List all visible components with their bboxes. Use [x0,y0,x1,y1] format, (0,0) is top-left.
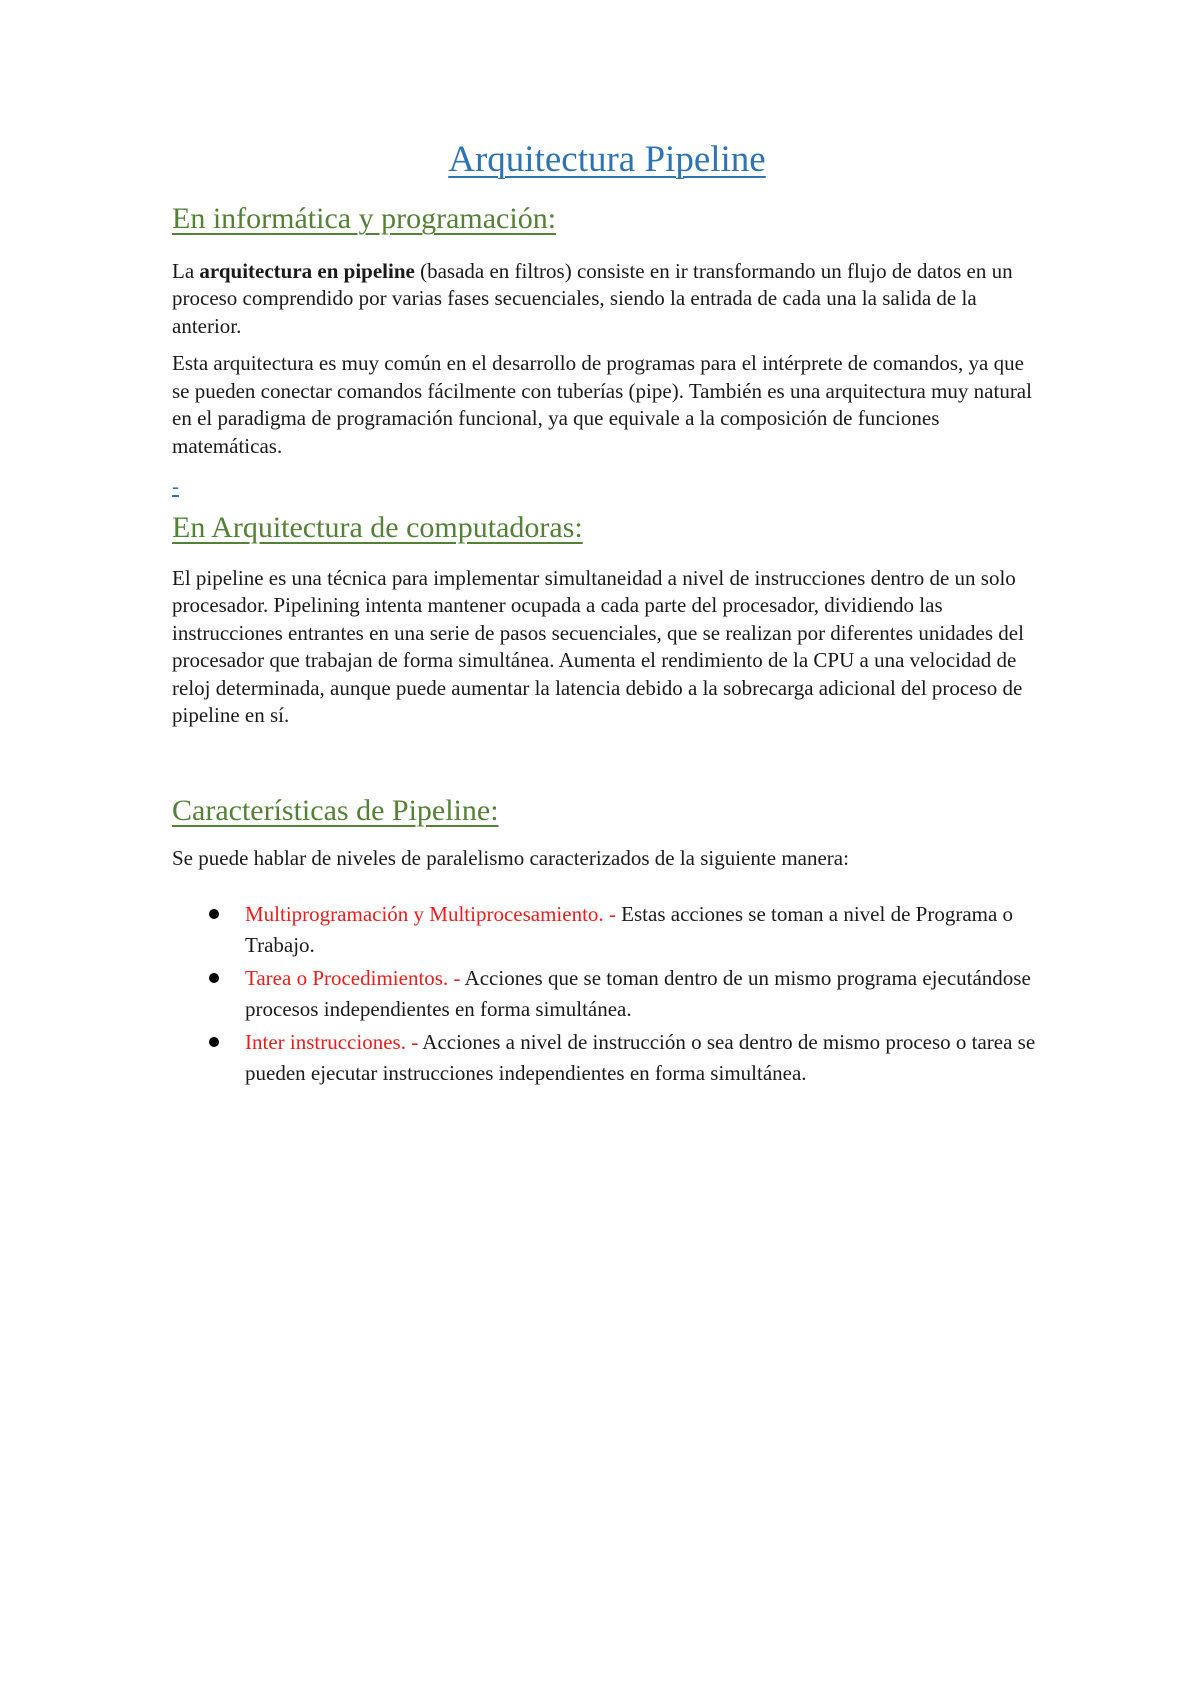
list-item [172,963,1042,1025]
bullet-icon [209,1037,219,1047]
section-heading-informatica: En informática y programación: [172,202,557,236]
document-body [172,138,1042,1091]
section-heading-computadoras: En Arquitectura de computadoras: [172,511,583,545]
list-item-text: Acciones a nivel de instrucción o sea dentro de mismo proceso o tarea se pueden ejecutar instrucciones independientes en forma simultánea. [245,1029,1036,1085]
list-item-term: Inter instrucciones. - [245,1029,419,1054]
separator-dash: - [172,474,179,499]
bold-term: arquitectura en pipeline [199,258,415,283]
bullet-icon [209,973,219,983]
document-title: Arquitectura Pipeline [448,139,766,180]
paragraph-text: (basada en filtros) consiste en ir transformando un flujo de datos en un proceso comprendido por varias fases secuenciales, siendo la entrada de cada una la salida de la anterior. [172,258,1013,338]
paragraph-pipeline-definition [172,258,1042,341]
list-item-text: Estas acciones se toman a nivel de Programa o Trabajo. [245,901,1014,957]
list-item [172,1027,1042,1089]
bullet-list [172,899,1042,1089]
list-item-term: Multiprogramación y Multiprocesamiento. - [245,901,616,926]
paragraph-caracteristicas-intro: Se puede hablar de niveles de paralelismo caracterizados de la siguiente manera: [172,846,849,871]
paragraph-text: La [172,258,200,283]
bullet-icon [209,909,219,919]
list-item-text: Acciones que se toman dentro de un mismo programa ejecutándose procesos independientes en forma simultánea. [245,965,1031,1021]
list-item [172,899,1042,961]
paragraph-pipeline-usage: Esta arquitectura es muy común en el desarrollo de programas para el intérprete de comandos, ya que se pueden conectar comandos fácilmente con tuberías (pipe). También es una arquitectura muy natural en el paradigma de programación funcional, ya que equivale a la composición de funciones matemáticas. [172,351,1032,458]
section-heading-caracteristicas: Características de Pipeline: [172,793,499,827]
paragraph-pipeline-processor: El pipeline es una técnica para implementar simultaneidad a nivel de instrucciones dentro de un solo procesador. Pipelining intenta mantener ocupada a cada parte del procesador, dividiendo las instrucciones entrantes en una serie de pasos secuenciales, que se realizan por diferentes unidades del procesador que trabajan de forma simultánea. Aumenta el rendimiento de la CPU a una velocidad de reloj determinada, aunque puede aumentar la latencia debido a la sobrecarga adicional del proceso de pipeline en sí. [172,565,1024,728]
list-item-term: Tarea o Procedimientos. - [245,965,461,990]
